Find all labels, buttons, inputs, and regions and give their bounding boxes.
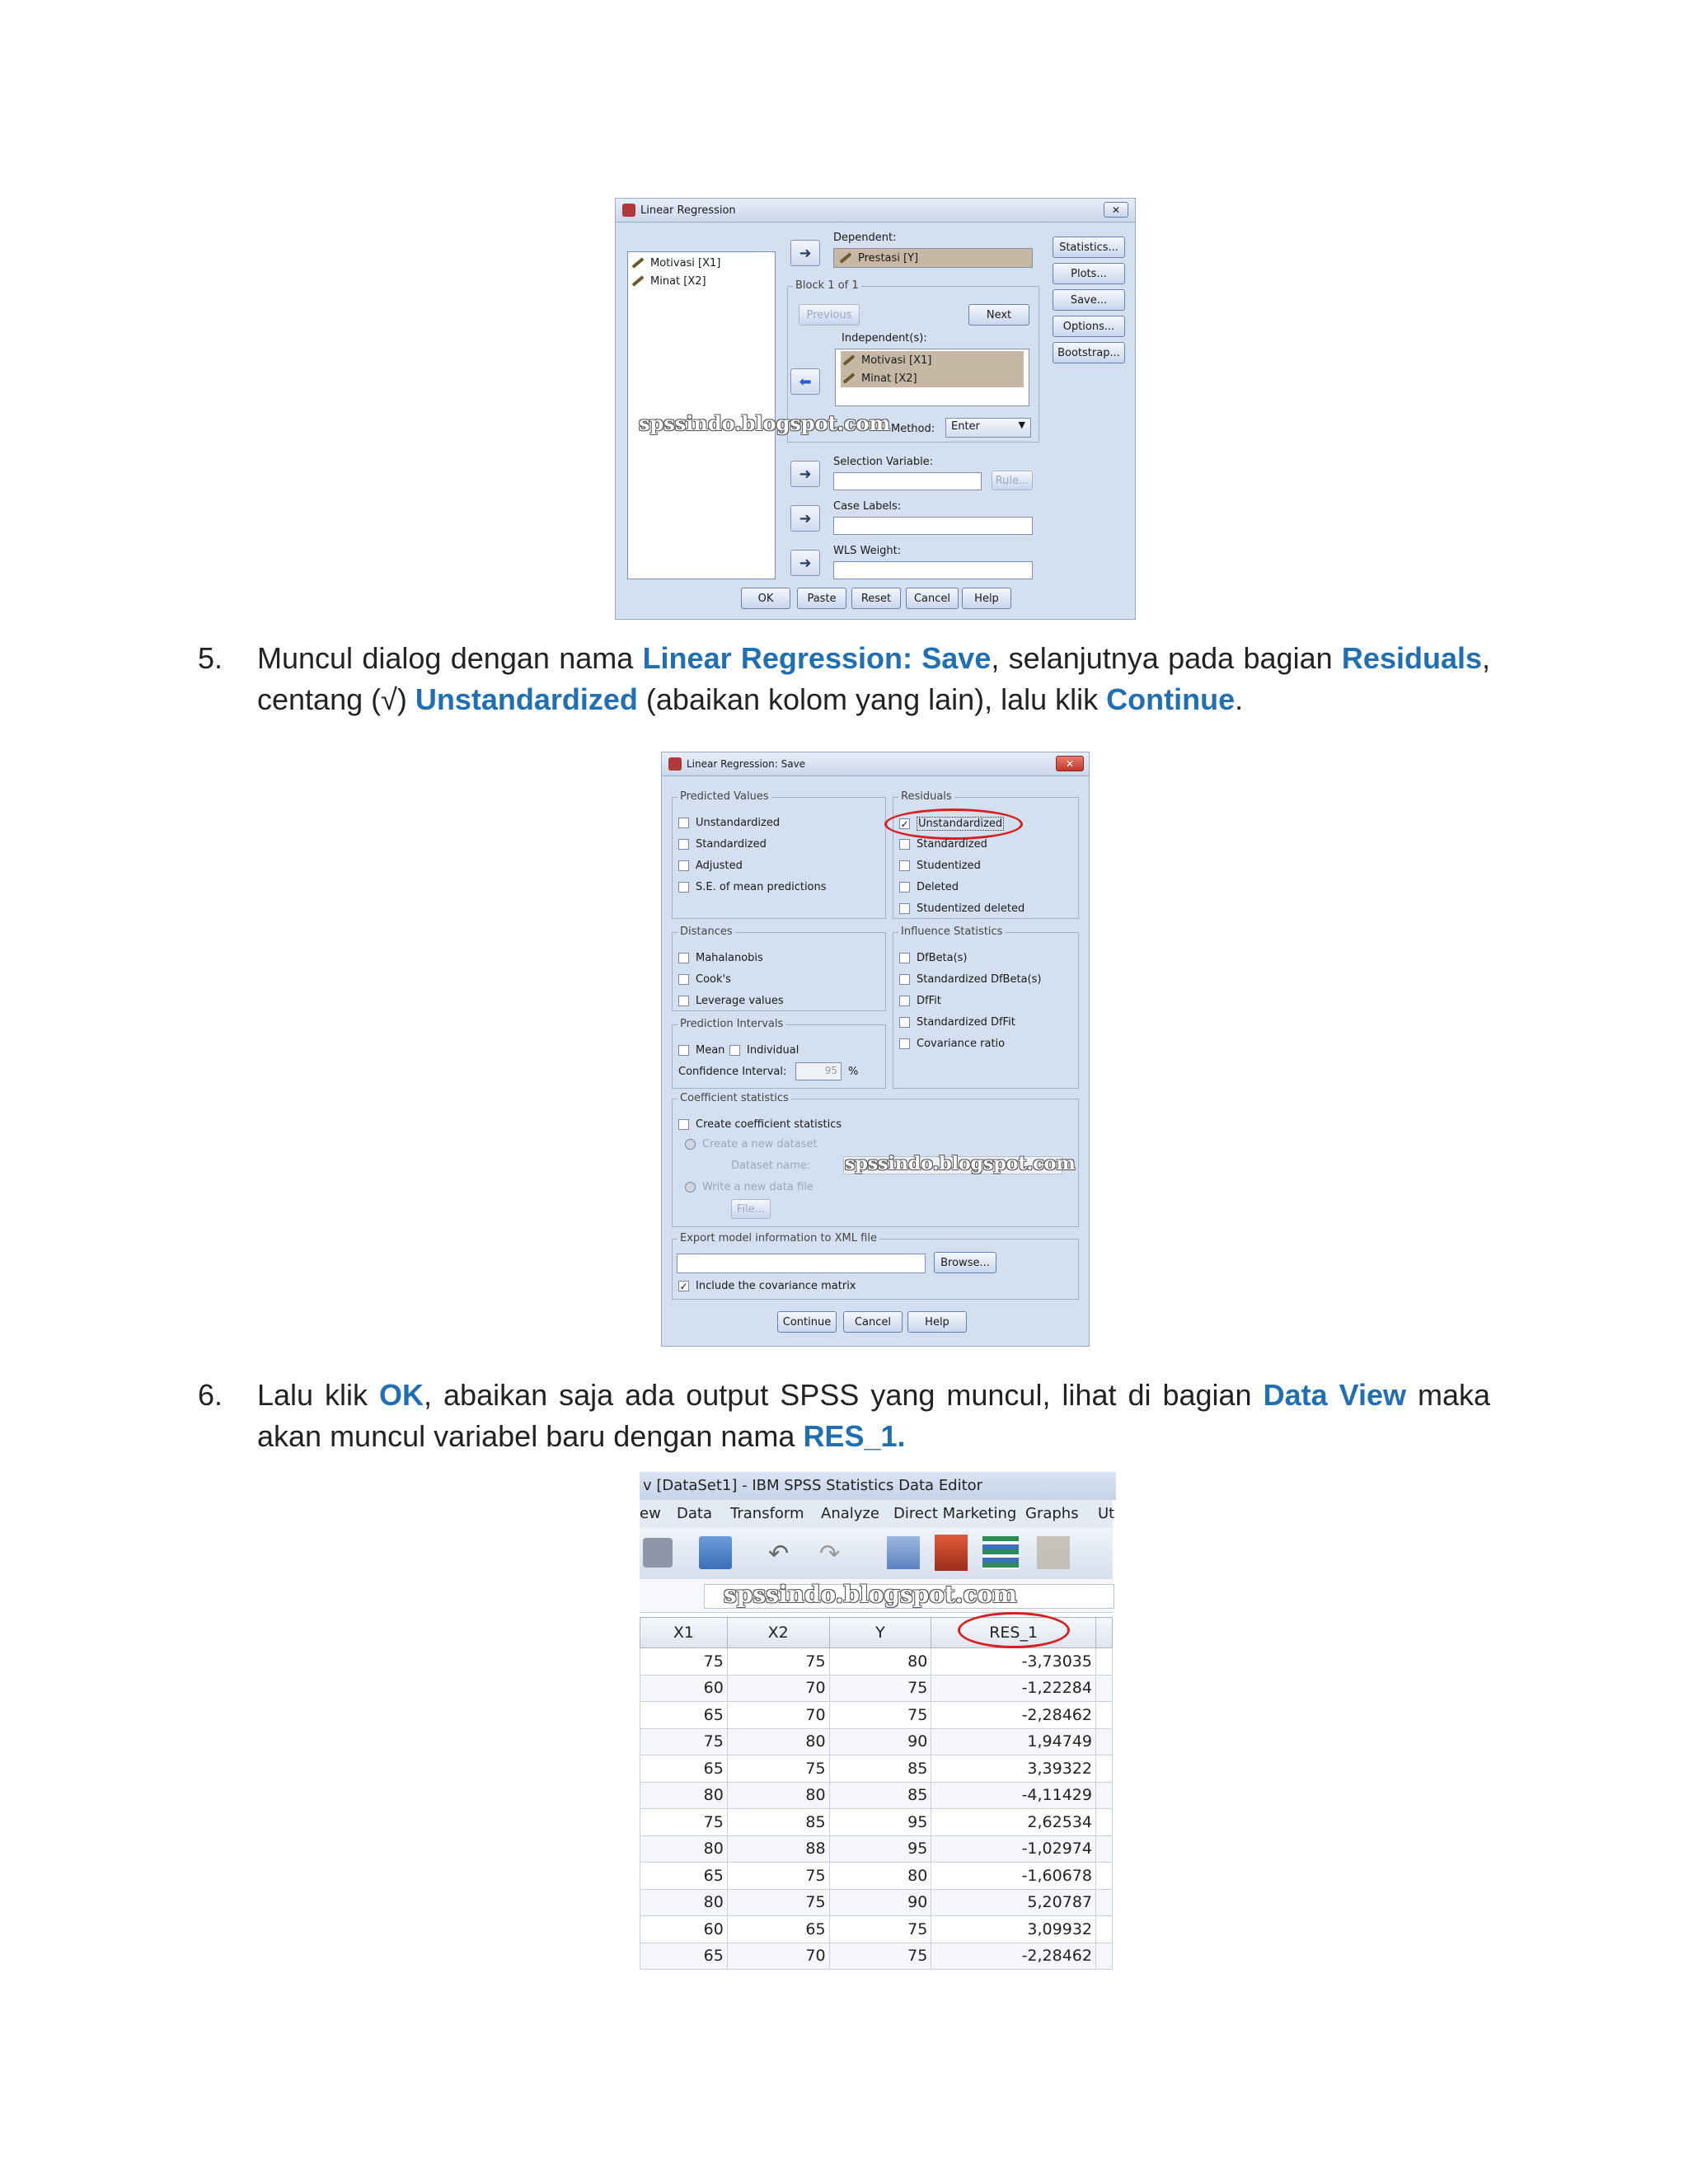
cooks-checkbox[interactable]: Cook's — [678, 973, 731, 986]
spss-app-icon — [622, 204, 635, 217]
leverage-checkbox[interactable]: Leverage values — [678, 995, 784, 1007]
watermark: spssindo.blogspot.com — [724, 1581, 1017, 1608]
move-to-dependent-button[interactable]: ➜ — [790, 240, 820, 266]
highlight-continue: Continue — [1106, 682, 1236, 716]
cancel-button[interactable]: Cancel — [843, 1311, 903, 1333]
redo-icon[interactable]: ↷ — [819, 1540, 841, 1568]
prediction-intervals-label: Prediction Intervals — [678, 1018, 785, 1030]
table-cell[interactable]: 80 — [640, 1782, 728, 1809]
highlight-res1: RES_1. — [803, 1419, 906, 1453]
table-cell-empty[interactable] — [1096, 1835, 1113, 1863]
predicted-se-checkbox[interactable]: S.E. of mean predictions — [678, 881, 827, 893]
table-row — [640, 1675, 1113, 1702]
table-cell[interactable]: 65 — [640, 1755, 728, 1783]
table-cell-empty[interactable] — [1096, 1702, 1113, 1729]
table-cell[interactable]: 75 — [829, 1675, 931, 1702]
case-labels-label: Case Labels: — [833, 500, 902, 513]
red-highlight-ellipse — [958, 1612, 1070, 1648]
step-6-text: Lalu klik OK, abaikan saja ada output SPSS yang muncul, lihat di bagian Data View maka akan muncul variabel baru dengan nama RES_1. — [257, 1378, 1491, 1453]
table-cell[interactable]: 88 — [727, 1835, 829, 1863]
table-cell[interactable]: 60 — [640, 1675, 728, 1702]
table-row — [640, 1702, 1113, 1729]
bootstrap-button[interactable]: Bootstrap... — [1053, 342, 1125, 363]
cell-editor-bar[interactable] — [640, 1579, 1113, 1613]
reset-button[interactable]: Reset — [851, 588, 901, 609]
covariance-ratio-checkbox[interactable]: Covariance ratio — [899, 1038, 1005, 1050]
move-to-selection-button[interactable]: ➜ — [790, 461, 820, 487]
table-cell[interactable]: 75 — [727, 1755, 829, 1783]
selection-variable-field[interactable] — [833, 472, 982, 490]
table-cell[interactable]: 80 — [727, 1782, 829, 1809]
method-select[interactable]: Enter ▼ — [945, 418, 1031, 438]
list-item[interactable]: Minat [X2] — [631, 272, 771, 290]
block-label: Block 1 of 1 — [793, 279, 861, 292]
predicted-unstandardized-checkbox[interactable]: Unstandardized — [678, 817, 780, 829]
table-cell-empty[interactable] — [1096, 1943, 1113, 1970]
predicted-standardized-checkbox[interactable]: Standardized — [678, 838, 767, 851]
menu-item-graphs[interactable]: Graphs — [1025, 1505, 1079, 1522]
table-row — [640, 1835, 1113, 1863]
predicted-values-label: Predicted Values — [678, 790, 771, 803]
residual-standardized-checkbox[interactable]: Standardized — [899, 838, 987, 851]
table-cell[interactable]: 80 — [829, 1648, 931, 1675]
table-cell[interactable]: 85 — [829, 1755, 931, 1783]
save-button[interactable]: Save... — [1053, 289, 1125, 311]
table-cell[interactable]: -1,02974 — [931, 1835, 1096, 1863]
table-cell-empty[interactable] — [1096, 1728, 1113, 1755]
menu-item-data[interactable]: Data — [677, 1505, 712, 1522]
distances-label: Distances — [678, 926, 735, 938]
mahalanobis-checkbox[interactable]: Mahalanobis — [678, 952, 763, 964]
table-row — [640, 1782, 1113, 1809]
independent-list[interactable] — [835, 349, 1029, 406]
step-6-number: 6. — [198, 1378, 223, 1412]
wls-weight-label: WLS Weight: — [833, 545, 902, 557]
table-cell[interactable]: 75 — [727, 1863, 829, 1890]
table-cell[interactable]: 3,09932 — [931, 1916, 1096, 1943]
step-5-text: Muncul dialog dengan nama Linear Regression: Save, selanjutnya pada bagian Residuals, centang (√) Unstandardized (abaikan kolom yang lain), lalu klik Continue. — [257, 641, 1491, 716]
dependent-field[interactable] — [833, 248, 1033, 268]
red-highlight-ellipse — [884, 808, 1023, 840]
table-cell[interactable]: 75 — [640, 1728, 728, 1755]
insert-cases-icon[interactable] — [935, 1535, 968, 1571]
table-cell[interactable]: 80 — [640, 1889, 728, 1916]
column-header-y[interactable]: Y — [829, 1618, 931, 1648]
table-cell[interactable]: 75 — [829, 1916, 931, 1943]
table-row — [640, 1916, 1113, 1943]
previous-button[interactable]: Previous — [799, 304, 860, 326]
coefficient-statistics-label: Coefficient statistics — [678, 1092, 791, 1104]
table-cell[interactable]: 80 — [640, 1835, 728, 1863]
table-cell[interactable]: -4,11429 — [931, 1782, 1096, 1809]
scale-variable-icon — [840, 252, 852, 263]
residuals-label: Residuals — [898, 790, 954, 803]
watermark: spssindo.blogspot.com — [845, 1153, 1076, 1174]
editor-title: v [DataSet1] - IBM SPSS Statistics Data Editor — [643, 1477, 983, 1494]
help-button[interactable]: Help — [962, 588, 1011, 609]
mean-checkbox[interactable]: Mean — [678, 1044, 724, 1057]
percent-label: % — [848, 1066, 859, 1078]
table-cell-empty[interactable] — [1096, 1675, 1113, 1702]
cancel-button[interactable]: Cancel — [906, 588, 959, 609]
column-header-res1[interactable]: RES_1 — [931, 1618, 1096, 1648]
table-row — [640, 1755, 1113, 1783]
table-cell[interactable]: 75 — [727, 1889, 829, 1916]
close-button[interactable]: ✕ — [1104, 202, 1128, 218]
table-cell[interactable]: 90 — [829, 1889, 931, 1916]
statistics-button[interactable]: Statistics... — [1053, 237, 1125, 258]
table-cell-empty[interactable] — [1096, 1889, 1113, 1916]
table-cell[interactable]: 95 — [829, 1835, 931, 1863]
wls-weight-field[interactable] — [833, 561, 1033, 579]
browse-button[interactable]: Browse... — [934, 1252, 996, 1273]
ok-button[interactable]: OK — [741, 588, 790, 609]
dffit-checkbox[interactable]: DfFit — [899, 995, 941, 1007]
table-cell[interactable]: 70 — [727, 1675, 829, 1702]
next-button[interactable]: Next — [968, 304, 1029, 326]
data-view-icon[interactable] — [699, 1536, 732, 1569]
residual-studentized-deleted-checkbox[interactable]: Studentized deleted — [899, 902, 1025, 915]
menu-item-utilities[interactable]: Ut — [1098, 1505, 1115, 1522]
confidence-interval-input[interactable]: 95 — [795, 1062, 842, 1080]
dependent-item: Prestasi [Y] — [839, 251, 1027, 265]
create-coefficient-checkbox[interactable]: Create coefficient statistics — [678, 1118, 842, 1131]
table-cell[interactable]: 80 — [727, 1728, 829, 1755]
paste-button[interactable]: Paste — [797, 588, 846, 609]
column-header-empty[interactable] — [1096, 1618, 1113, 1648]
help-button[interactable]: Help — [907, 1311, 967, 1333]
table-cell[interactable]: 75 — [829, 1702, 931, 1729]
dialog-titlebar — [662, 752, 1089, 776]
confidence-interval-label: Confidence Interval: — [678, 1066, 787, 1078]
table-row — [640, 1943, 1113, 1970]
plots-button[interactable]: Plots... — [1053, 263, 1125, 284]
table-cell[interactable]: 90 — [829, 1728, 931, 1755]
toolbar — [640, 1528, 1113, 1580]
move-to-independent-button[interactable]: ⬅ — [790, 368, 820, 395]
table-row — [640, 1728, 1113, 1755]
table-cell[interactable]: -2,28462 — [931, 1702, 1096, 1729]
close-button[interactable]: ✕ — [1056, 756, 1084, 771]
table-cell[interactable]: 60 — [640, 1916, 728, 1943]
dependent-label: Dependent: — [833, 232, 897, 244]
independent-label: Independent(s): — [842, 332, 927, 344]
predicted-values-group — [672, 790, 886, 919]
table-cell[interactable]: 2,62534 — [931, 1809, 1096, 1836]
table-row — [640, 1863, 1113, 1890]
undo-icon[interactable]: ↶ — [768, 1540, 790, 1568]
dialog-title: Linear Regression — [640, 204, 736, 217]
case-labels-field[interactable] — [833, 517, 1033, 535]
options-button[interactable]: Options... — [1053, 316, 1125, 337]
table-cell[interactable]: 5,20787 — [931, 1889, 1096, 1916]
scale-variable-icon — [843, 354, 856, 365]
scale-variable-icon — [632, 275, 645, 286]
step-5-number: 5. — [198, 641, 223, 675]
create-dataset-radio[interactable]: Create a new dataset — [685, 1138, 818, 1151]
table-cell[interactable]: 95 — [829, 1809, 931, 1836]
highlight-dialog-name: Linear Regression: Save — [642, 641, 992, 675]
spss-data-editor — [640, 1472, 1113, 1978]
table-cell[interactable]: 65 — [640, 1702, 728, 1729]
table-row — [640, 1648, 1113, 1675]
table-cell-empty[interactable] — [1096, 1782, 1113, 1809]
selection-variable-label: Selection Variable: — [833, 456, 934, 468]
table-cell[interactable]: -3,73035 — [931, 1648, 1096, 1675]
move-to-case-labels-button[interactable]: ➜ — [790, 505, 820, 532]
split-file-icon[interactable] — [982, 1536, 1019, 1569]
table-cell[interactable]: 85 — [727, 1809, 829, 1836]
table-cell[interactable]: -2,28462 — [931, 1943, 1096, 1970]
table-cell[interactable]: 65 — [640, 1943, 728, 1970]
menubar — [640, 1500, 1113, 1528]
table-cell-empty[interactable] — [1096, 1916, 1113, 1943]
standardized-dfbeta-checkbox[interactable]: Standardized DfBeta(s) — [899, 973, 1041, 986]
continue-button[interactable]: Continue — [777, 1311, 837, 1333]
column-header-x1[interactable]: X1 — [640, 1618, 728, 1648]
menu-item-transform[interactable]: Transform — [730, 1505, 804, 1522]
column-header-x2[interactable]: X2 — [727, 1618, 829, 1648]
table-cell[interactable]: 75 — [640, 1648, 728, 1675]
table-cell[interactable]: 85 — [829, 1782, 931, 1809]
residual-deleted-checkbox[interactable]: Deleted — [899, 881, 959, 893]
table-cell[interactable]: 80 — [829, 1863, 931, 1890]
table-row — [640, 1809, 1113, 1836]
list-item[interactable]: Motivasi [X1] — [631, 254, 771, 272]
scale-variable-icon — [843, 373, 856, 383]
method-label: Method: — [891, 423, 935, 435]
linear-regression-save-dialog — [661, 752, 1090, 1347]
table-cell[interactable]: 75 — [829, 1943, 931, 1970]
residual-unstandardized-checkbox[interactable]: ✓ Unstandardized — [900, 818, 1003, 830]
print-icon[interactable] — [643, 1538, 673, 1568]
menu-item-direct-marketing[interactable]: Direct Marketing — [893, 1505, 1017, 1522]
spss-app-icon — [668, 757, 682, 771]
dialog-titlebar — [616, 199, 1135, 223]
menu-item[interactable]: ew — [640, 1505, 661, 1522]
table-cell[interactable]: 70 — [727, 1702, 829, 1729]
include-covariance-checkbox[interactable]: ✓ Include the covariance matrix — [679, 1280, 856, 1292]
table-cell[interactable]: 75 — [640, 1809, 728, 1836]
individual-checkbox[interactable]: Individual — [729, 1044, 799, 1057]
table-row — [640, 1889, 1113, 1916]
data-grid — [640, 1617, 1113, 1970]
write-data-file-radio[interactable]: Write a new data file — [685, 1181, 814, 1193]
table-cell[interactable]: 3,39322 — [931, 1755, 1096, 1783]
standardized-dffit-checkbox[interactable]: Standardized DfFit — [899, 1016, 1015, 1029]
list-item[interactable]: Minat [X2] — [842, 369, 1022, 387]
highlight-residuals: Residuals — [1341, 641, 1482, 675]
dataset-name-label: Dataset name: — [731, 1160, 811, 1172]
table-cell-empty[interactable] — [1096, 1863, 1113, 1890]
list-item[interactable]: Motivasi [X1] — [842, 351, 1022, 369]
watermark: spssindo.blogspot.com — [639, 411, 891, 435]
highlight-unstandardized: Unstandardized — [415, 682, 638, 716]
table-cell[interactable]: -1,60678 — [931, 1863, 1096, 1890]
xml-file-input[interactable] — [677, 1254, 926, 1273]
table-cell[interactable]: 65 — [640, 1863, 728, 1890]
rule-button[interactable]: Rule... — [992, 471, 1033, 490]
scale-variable-icon — [632, 257, 645, 268]
goto-case-icon[interactable] — [887, 1536, 920, 1569]
editor-titlebar — [640, 1472, 1116, 1500]
highlight-ok: OK — [379, 1378, 424, 1412]
table-cell[interactable]: 65 — [727, 1916, 829, 1943]
predicted-adjusted-checkbox[interactable]: Adjusted — [678, 860, 743, 872]
menu-item-analyze[interactable]: Analyze — [821, 1505, 879, 1522]
dfbeta-checkbox[interactable]: DfBeta(s) — [899, 952, 967, 964]
linear-regression-dialog — [615, 198, 1136, 620]
dialog-title: Linear Regression: Save — [687, 758, 806, 770]
highlight-data-view: Data View — [1263, 1378, 1406, 1412]
chevron-down-icon: ▼ — [1018, 419, 1025, 430]
export-label: Export model information to XML file — [678, 1232, 879, 1244]
table-cell[interactable]: 1,94749 — [931, 1728, 1096, 1755]
residual-studentized-checkbox[interactable]: Studentized — [899, 860, 981, 872]
table-cell[interactable]: -1,22284 — [931, 1675, 1096, 1702]
influence-statistics-label: Influence Statistics — [898, 926, 1005, 938]
prediction-intervals-group — [672, 1018, 886, 1089]
weight-cases-icon[interactable] — [1037, 1536, 1070, 1569]
table-cell-empty[interactable] — [1096, 1755, 1113, 1783]
table-cell[interactable]: 70 — [727, 1943, 829, 1970]
move-to-wls-button[interactable]: ➜ — [790, 550, 820, 576]
table-cell-empty[interactable] — [1096, 1648, 1113, 1675]
table-cell-empty[interactable] — [1096, 1809, 1113, 1836]
file-button[interactable]: File... — [731, 1199, 771, 1219]
table-cell[interactable]: 75 — [727, 1648, 829, 1675]
